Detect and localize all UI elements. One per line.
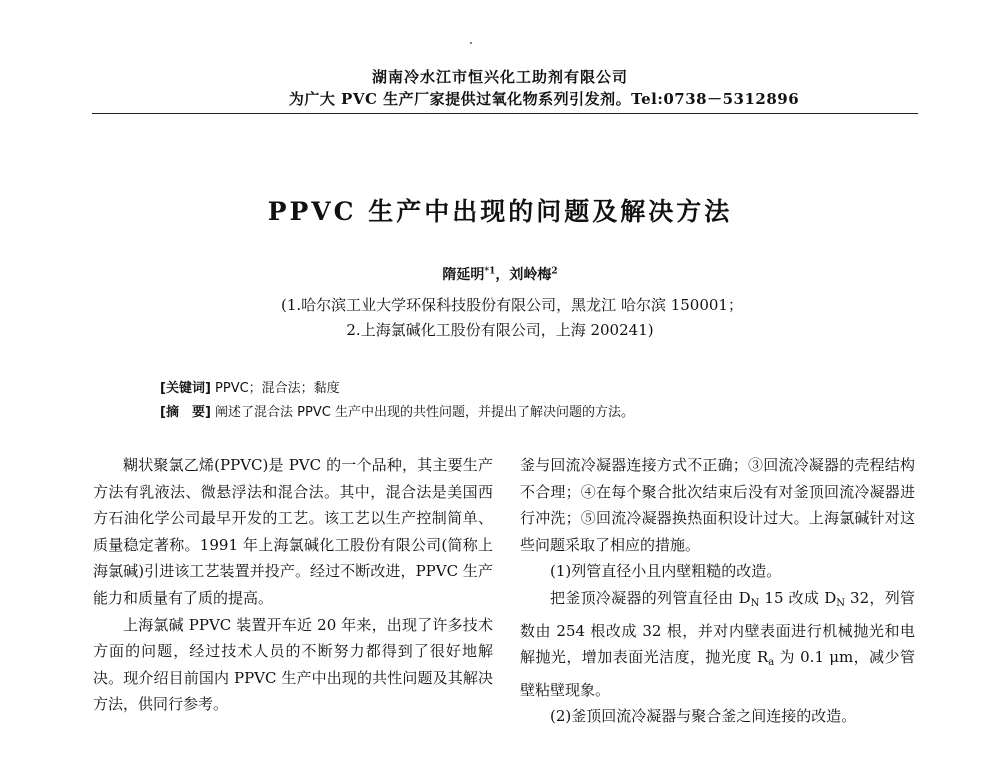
header-rule <box>92 113 918 114</box>
affiliation-1: (1.哈尔滨工业大学环保科技股份有限公司，黑龙江 哈尔滨 150001； <box>281 296 743 314</box>
affiliation-2: 2.上海氯碱化工股份有限公司，上海 200241) <box>346 321 654 339</box>
author-separator: ， <box>495 267 510 283</box>
header-company: 湖南冷水江市恒兴化工助剂有限公司 <box>371 68 628 86</box>
subscript: N <box>750 597 760 609</box>
right-column <box>520 452 915 730</box>
paragraph: (1)列管直径小且内壁粗糙的改造。 <box>550 562 782 581</box>
text-run: 把釜顶冷凝器的列管直径由 D <box>550 588 751 607</box>
subscript: N <box>836 597 845 609</box>
abstract <box>160 401 634 420</box>
text-run: 32，列管数由 254 根改成 32 根，并对内壁表面进行机械抛光和电解抛光，增加表面光洁度，抛光度 R <box>520 588 916 667</box>
speck <box>470 42 472 44</box>
author-1: 隋延明 <box>442 267 485 283</box>
subscript: a <box>768 657 775 669</box>
left-column <box>93 452 493 718</box>
author-2: 刘岭梅 <box>509 267 552 283</box>
abstract-text: 阐述了混合法 PPVC 生产中出现的共性问题，并提出了解决问题的方法。 <box>215 405 634 420</box>
abstract-label: [摘 要] <box>160 405 211 420</box>
header-ad: 为广大 PVC 生产厂家提供过氧化物系列引发剂。Tel:0738－5312896 <box>288 90 800 108</box>
paragraph <box>520 585 915 703</box>
keywords-text: PPVC；混合法；黏度 <box>215 381 340 396</box>
author-2-sup: 2 <box>551 266 558 277</box>
text-run: 为 0.1 μm，减少管壁粘壁现象。 <box>520 648 915 699</box>
paragraph: 糊状聚氯乙烯(PPVC)是 PVC 的一个品种，其主要生产方法有乳液法、微悬浮法和混合法。其中，混合法是美国西方石油化学公司最早开发的工艺。该工艺以生产控制简单、质量稳定著称。1991 年上海氯碱化工股份有限公司(简称上海氯碱)引进该工艺装置并投产。经过不断改进，PPVC 生产能力和质量有了质的提高。 <box>93 456 493 607</box>
keywords-label: [关键词] <box>160 381 211 396</box>
authors <box>0 264 1000 284</box>
paragraph: 釜与回流冷凝器连接方式不正确；③回流冷凝器的壳程结构不合理；④在每个聚合批次结束后没有对釜顶回流冷凝器进行冲洗；⑤回流冷凝器换热面积设计过大。上海氯碱针对这些问题采取了相应的措施。 <box>520 456 915 554</box>
paragraph: 上海氯碱 PPVC 装置开车近 20 年来，出现了许多技术方面的问题，经过技术人员的不断努力都得到了很好地解决。现介绍目前国内 PPVC 生产中出现的共性问题及其解决方法，供同行参考。 <box>93 615 493 714</box>
page-title: PPVC 生产中出现的问题及解决方法 <box>267 197 733 226</box>
keywords <box>160 377 340 396</box>
paragraph: (2)釜顶回流冷凝器与聚合釜之间连接的改造。 <box>550 707 857 726</box>
author-1-sup: *1 <box>484 266 496 277</box>
text-run: 15 改成 D <box>759 588 837 607</box>
